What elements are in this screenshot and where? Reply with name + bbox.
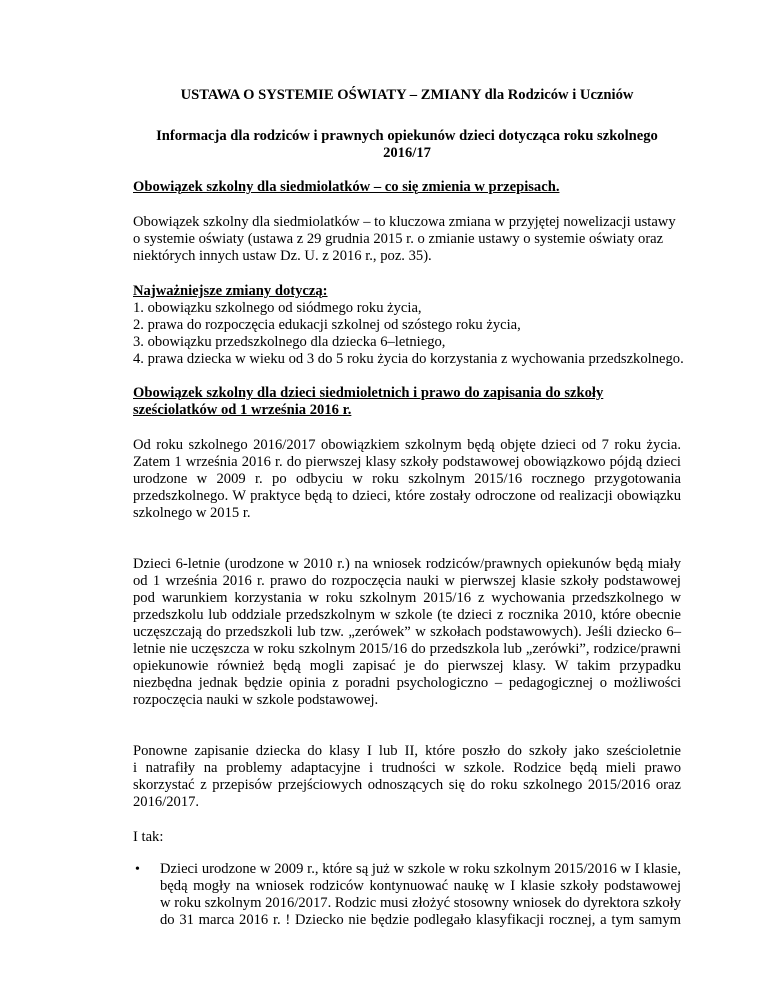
bullet-icon: •: [135, 862, 140, 877]
section-heading-obowiazek: Obowiązek szkolny dla siedmiolatków – co się zmienia w przepisach.: [133, 179, 560, 195]
paragraph-line: niezbędna jednak będzie opinia z poradni psychologiczno – pedagogicznej o możliwości: [133, 675, 681, 691]
intro-i-tak: I tak:: [133, 829, 164, 845]
list-item: 2. prawa do rozpoczęcia edukacji szkolnej od szóstego roku życia,: [133, 317, 521, 333]
paragraph-line: szkolnego w 2015 r.: [133, 505, 251, 521]
bullet-text: [160, 861, 681, 929]
changes-heading: Najważniejsze zmiany dotyczą:: [133, 283, 328, 299]
intro-paragraph: [133, 214, 681, 265]
document-subtitle: [133, 128, 681, 162]
paragraph-line: Obowiązek szkolny dla siedmiolatków – to kluczowa zmiana w przyjętej nowelizacji ustawy: [133, 214, 676, 230]
list-item: 4. prawa dziecka w wieku od 3 do 5 roku życia do korzystania z wychowania przedszkolnego.: [133, 351, 684, 367]
heading-line: Obowiązek szkolny dla dzieci siedmioletnich i prawo do zapisania do szkoły: [133, 385, 604, 401]
paragraph-line: letnie nie uczęszcza w roku szkolnym 2015/16 do przedszkola lub „zerówki”, rodzice/prawni: [133, 641, 681, 657]
list-item: [133, 861, 681, 929]
paragraph-line: Ponowne zapisanie dziecka do klasy I lub II, które poszło do szkoły jako sześcioletnie: [133, 743, 681, 759]
paragraph-line: przedszkolnego. W praktyce będą to dzieci, które zostały odroczone od realizacji obowiązku: [133, 488, 681, 504]
changes-list: [133, 300, 684, 368]
changes-section: [133, 283, 684, 368]
paragraph-line: urodzone w 2009 r. po odbyciu w roku szkolnym 2015/16 rocznego przygotowania: [133, 471, 681, 487]
paragraph-line: Zatem 1 września 2016 r. do pierwszej klasy szkoły podstawowej obowiązkowo pójdą dzieci: [133, 454, 681, 470]
paragraph-obowiazek-7: [133, 437, 681, 522]
document-title: USTAWA O SYSTEMIE OŚWIATY – ZMIANY dla Rodziców i Uczniów: [180, 87, 634, 103]
paragraph-line: pod warunkiem korzystania w roku szkolnym 2015/16 z wychowania przedszkolnego w: [133, 590, 681, 606]
paragraph-line: o systemie oświaty (ustawa z 29 grudnia 2015 r. o zmianie ustawy o systemie oświaty oraz: [133, 231, 664, 247]
paragraph-line: rozpoczęcia nauki w szkole podstawowej.: [133, 692, 379, 708]
paragraph-line: Od roku szkolnego 2016/2017 obowiązkiem szkolnym będą objęte dzieci od 7 roku życia.: [133, 437, 681, 453]
paragraph-line: Dzieci urodzone w 2009 r., które są już w szkole w roku szkolnym 2015/2016 w I klasie,: [160, 861, 681, 877]
paragraph-line: 2016/2017.: [133, 794, 200, 810]
paragraph-line: i natrafiły na problemy adaptacyjne i trudności w szkole. Rodzice będą mieli prawo: [133, 760, 681, 776]
paragraph-line: uczęszczają do przedszkoli lub tzw. „zerówek” w szkołach podstawowych). Jeśli dziecko 6–: [133, 624, 681, 640]
paragraph-line: opiekunowie również będą mogli zapisać je do pierwszej klasy. W takim przypadku: [133, 658, 681, 674]
paragraph-line: będą mogły na wniosek rodziców kontynuować naukę w I klasie szkoły podstawowej: [160, 878, 681, 894]
paragraph-ponowne-zapisanie: [133, 743, 681, 811]
paragraph-line: skorzystać z przepisów przejściowych odnoszących się do roku szkolnego 2015/2016 oraz: [133, 777, 681, 793]
paragraph-line: do 31 marca 2016 r. ! Dziecko nie będzie podlegało klasyfikacji rocznej, a tym samym: [160, 912, 681, 928]
heading-line: sześciolatków od 1 września 2016 r.: [133, 402, 352, 418]
paragraph-line: od 1 września 2016 r. prawo do rozpoczęcia nauki w pierwszej klasie szkoły podstawowej: [133, 573, 681, 589]
subtitle-line: 2016/17: [383, 145, 431, 161]
paragraph-line: przedszkolu lub oddziale przedszkolnym w szkole (te dzieci z rocznika 2010, które obecnie: [133, 607, 681, 623]
paragraph-line: w roku szkolnym 2016/2017. Rodzic musi złożyć stosowny wniosek do dyrektora szkoły: [160, 895, 681, 911]
list-item: 3. obowiązku przedszkolnego dla dziecka 6–letniego,: [133, 334, 446, 350]
paragraph-szesciolatki: [133, 556, 681, 709]
section-heading-siedmiolatki: [133, 385, 681, 419]
paragraph-line: niektórych innych ustaw Dz. U. z 2016 r., poz. 35).: [133, 248, 432, 264]
paragraph-line: Dzieci 6-letnie (urodzone w 2010 r.) na wniosek rodziców/prawnych opiekunów będą miały: [133, 556, 681, 572]
subtitle-line: Informacja dla rodziców i prawnych opiekunów dzieci dotycząca roku szkolnego: [156, 128, 658, 144]
list-item: 1. obowiązku szkolnego od siódmego roku życia,: [133, 300, 422, 316]
